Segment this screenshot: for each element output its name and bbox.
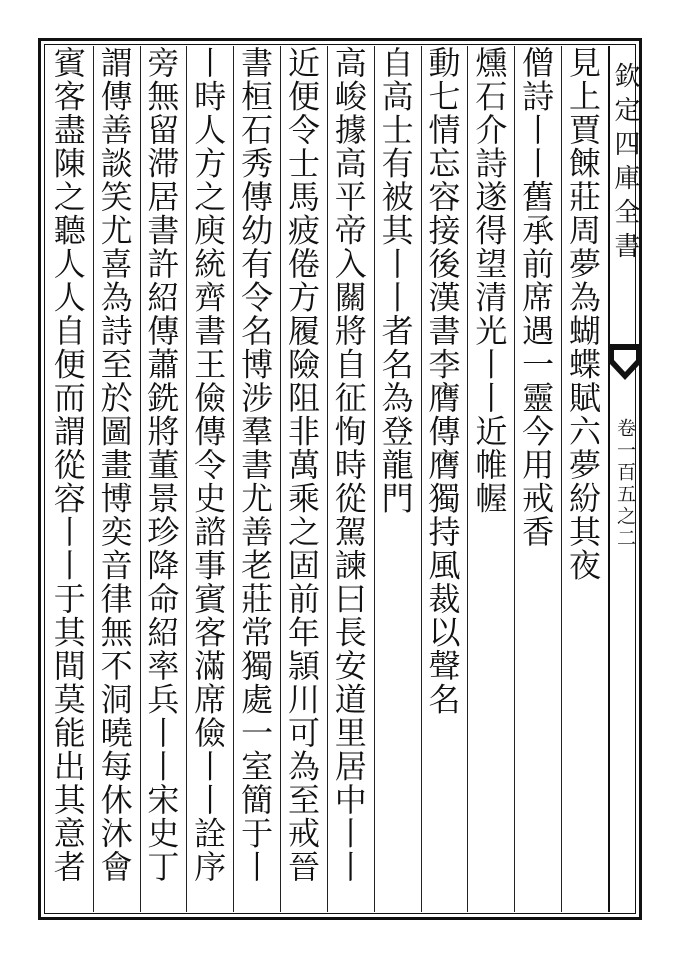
- text-column: 謂傳善談笑尤喜為詩至於圖畫博奕音律無不洞曉每休沐會: [93, 46, 140, 912]
- text-column: 丨時人方之庾統齊書王儉傳令史諮事賓客滿席儉丨丨詮序: [186, 46, 233, 912]
- book-title: 欽定四庫全書: [610, 62, 640, 266]
- text-column: 書桓石秀傳幼有令名博涉羣書尤善老莊常獨處一室簡于丨: [233, 46, 280, 912]
- text-column: 賓客盡陳之聽人人自便而謂從容丨丨于其間莫能出其意者: [48, 46, 87, 884]
- volume-label: 卷一百五之二: [614, 418, 636, 550]
- text-column: 見上賈餗莊周夢為蝴蝶賦六夢紛其夜: [561, 46, 608, 912]
- fish-tail-icon: [610, 344, 640, 380]
- text-column: 僧詩丨丨舊承前席遇一靈今用戒香: [514, 46, 561, 912]
- text-column: 近便令士馬疲倦方履險阻非萬乘之固前年頴川可為至戒晉: [280, 46, 327, 912]
- text-column: 高峻據高平帝入關將自征恂時從駕諫曰長安道里居中丨丨: [327, 46, 374, 912]
- page-margin: [608, 46, 640, 912]
- text-column: 自高士有被其丨丨者名為登龍門: [374, 46, 421, 912]
- text-column: 旁無留滞居書許紹傳蕭銑將董景珍降命紹率兵丨丨宋史丁: [140, 46, 187, 912]
- text-column: 動七情忘容接後漢書李膺傳膺獨持風裁以聲名: [421, 46, 468, 912]
- text-column: 燻石介詩遂得望清光丨丨近帷幄: [467, 46, 514, 912]
- text-body: [46, 46, 608, 912]
